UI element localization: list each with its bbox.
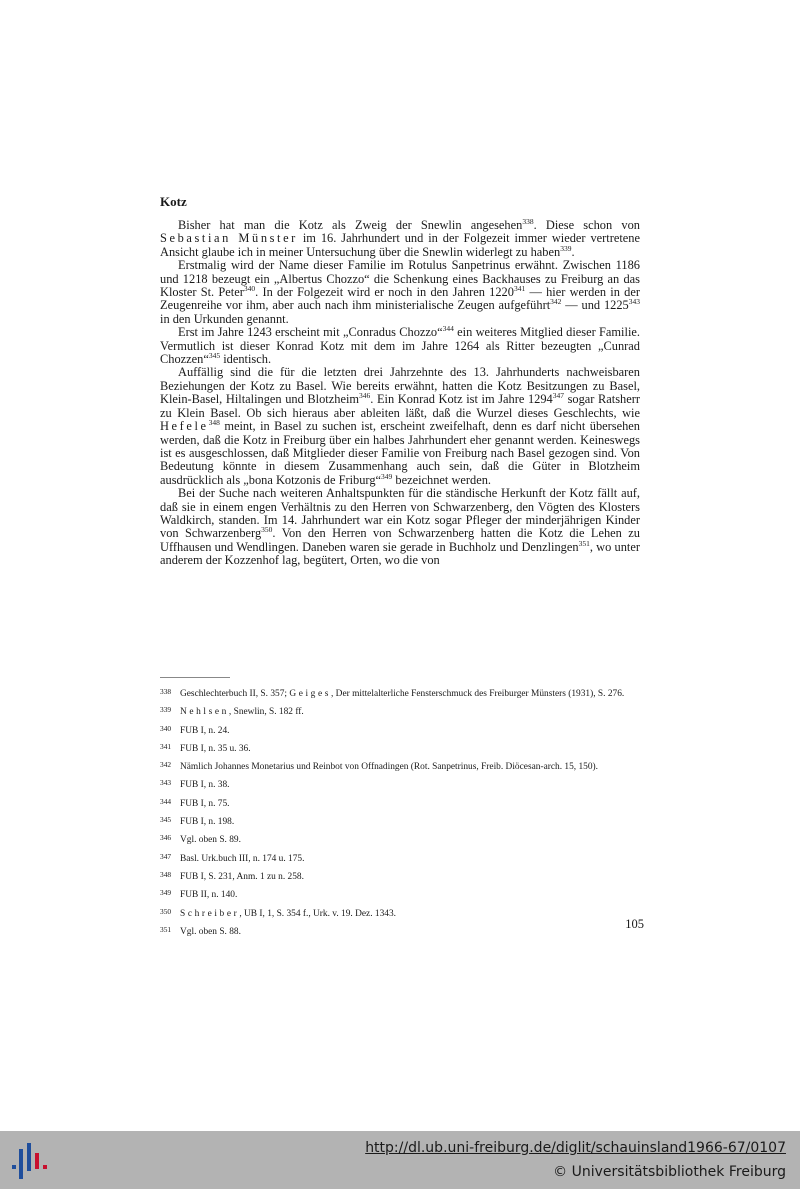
text-run: FUB I, n. 35 u. 36. bbox=[180, 743, 251, 754]
text-run: Vgl. oben S. 88. bbox=[180, 926, 241, 937]
text-run: meint, in Basel zu suchen ist, erscheint zweifelhaft, denn es darf nicht übersehen werden, daß die Kotz in Freiburg über ein halbes Jahrhundert eher genannt werden. Keineswegs ist es ausgeschlossen, daß Mitglieder dieser Familie von Freiburg nach Basel gezogen sind. Von Bedeutung könnte in diesem Zusammenhang auch sein, daß die Güter in Blotzheim ausdrücklich als „bona Kotzonis de Friburg“ bbox=[160, 419, 640, 487]
footnote-number: 344 bbox=[160, 796, 172, 806]
footnote-number: 349 bbox=[160, 888, 172, 898]
text-run: . Von den Herren von Schwarzenberg hatten die Kotz die Lehen zu Uffhausen und Wendlingen. Daneben waren sie gerade in Buchholz und Denzlingen bbox=[160, 526, 640, 554]
text-run: sogar Ratsherr zu Klein Basel. Ob sich hieraus aber ableiten läßt, daß die Wurzel dieses Geschlechts, wie bbox=[160, 392, 640, 420]
body-text bbox=[160, 216, 640, 568]
footnote-number: 346 bbox=[160, 833, 172, 843]
text-run: FUB I, n. 75. bbox=[180, 798, 230, 809]
footnote-number: 339 bbox=[160, 705, 172, 715]
footnote-number: 340 bbox=[160, 723, 172, 733]
author-name: Nehlsen bbox=[180, 707, 229, 718]
author-name: Hefele bbox=[160, 419, 209, 434]
footnote-number: 343 bbox=[160, 778, 172, 788]
footnote-number: 338 bbox=[160, 687, 172, 696]
footnote-number: 341 bbox=[160, 741, 172, 751]
body-paragraph bbox=[160, 487, 640, 567]
author-name: Sebastian Münster bbox=[160, 231, 298, 246]
ub-freiburg-logo-icon[interactable] bbox=[10, 1141, 50, 1181]
text-run: Bei der Suche nach weiteren Anhaltspunkten für die ständische Herkunft der Kotz fällt auf, daß sie in einem engen Verhältnis zu den Herren von Schwarzenberg, den Vögten des Klosters Waldkirch, standen. Im 14. Jahrhundert war ein Kotz sogar Pfleger der minderjährigen Kinder von Schwarzenberg bbox=[160, 486, 640, 541]
footnote bbox=[160, 869, 640, 883]
body-paragraph bbox=[160, 326, 640, 366]
page-number: 105 bbox=[625, 917, 644, 931]
footnote-ref: 350 bbox=[261, 525, 273, 535]
text-run: , UB I, 1, S. 354 f., Urk. v. 19. Dez. 1343. bbox=[239, 908, 396, 919]
viewer-footer bbox=[0, 1131, 800, 1189]
text-run: FUB I, n. 198. bbox=[180, 817, 235, 828]
footnote-ref: 349 bbox=[381, 471, 393, 481]
footnote-number: 345 bbox=[160, 815, 172, 825]
source-url-link[interactable]: http://dl.ub.uni-freiburg.de/diglit/schauinsland1966-67/0107 bbox=[365, 1140, 786, 1156]
footnote bbox=[160, 814, 640, 828]
footnote bbox=[160, 741, 640, 755]
text-run: identisch. bbox=[220, 352, 272, 367]
author-name: Schreiber bbox=[180, 908, 240, 919]
text-run: . In der Folgezeit wird er noch in den Jahren 1220 bbox=[255, 285, 514, 300]
footnote-ref: 343 bbox=[628, 297, 640, 307]
footnote-ref: 351 bbox=[578, 538, 590, 548]
footnote-number: 342 bbox=[160, 760, 172, 770]
footnote bbox=[160, 777, 640, 791]
text-run: in den Urkunden genannt. bbox=[160, 311, 289, 326]
footnote-ref: 347 bbox=[552, 391, 564, 401]
text-run: , Snewlin, S. 182 ff. bbox=[228, 707, 304, 718]
author-name: Geiges bbox=[289, 689, 331, 699]
text-run: FUB II, n. 140. bbox=[180, 890, 238, 901]
text-run: . bbox=[571, 244, 575, 259]
footnote-number: 347 bbox=[160, 851, 172, 861]
footnote-ref: 341 bbox=[513, 283, 526, 293]
footnote bbox=[160, 704, 640, 718]
footnote bbox=[160, 906, 640, 920]
footnote-ref: 345 bbox=[208, 350, 221, 360]
footnote bbox=[160, 851, 640, 865]
footnote-number: 348 bbox=[160, 869, 172, 879]
text-run: bezeichnet werden. bbox=[392, 472, 492, 487]
text-run: Vgl. oben S. 89. bbox=[180, 835, 241, 846]
footnote bbox=[160, 832, 640, 846]
text-run: Auffällig sind die für die letzten drei Jahrzehnte des 13. Jahrhunderts nachweisbaren Beziehungen der Kotz zu Basel. Wie bereits erwähnt, hatten die Kotz Besitzungen zu Basel, Klein-Basel, Hiltalingen und Blotzheim bbox=[160, 365, 640, 407]
footnote-ref: 339 bbox=[560, 243, 572, 253]
footnote bbox=[160, 686, 640, 700]
text-run: Erstmalig wird der Name dieser Familie im Rotulus Sanpetrinus erwähnt. Zwischen 1186 und 1218 bezeugt ein „Albertus Chozzo“ die Schenkung eines Backhauses zu Freiburg an das Kloster St. Peter bbox=[160, 258, 640, 300]
body-paragraph bbox=[160, 259, 640, 326]
text-run: Geschlechterbuch II, S. 357; bbox=[180, 689, 290, 699]
footnote-divider bbox=[160, 677, 230, 678]
text-run: . Diese schon von bbox=[533, 218, 640, 232]
footnote-ref: 344 bbox=[442, 324, 454, 334]
text-run: im 16. Jahrhundert und in der Folgezeit immer wieder vertretene Ansicht glaube ich in meiner Untersuchung über die Snewlin widerlegt zu haben bbox=[160, 231, 640, 259]
footnote-ref: 348 bbox=[208, 417, 220, 427]
text-run: FUB I, n. 38. bbox=[180, 780, 230, 791]
text-run: Basl. Urk.buch III, n. 174 u. 175. bbox=[180, 853, 305, 864]
text-run: Erst im Jahre 1243 erscheint mit „Conradus Chozzo“ bbox=[178, 325, 443, 340]
text-run: ein weiteres Mitglied dieser Familie. Vermutlich ist dieser Konrad Kotz mit dem im Jahre 1264 als Ritter bezeugten „Cunrad Chozzen“ bbox=[160, 325, 640, 367]
text-run: FUB I, n. 24. bbox=[180, 725, 230, 736]
text-run: — hier werden in der Zeugenreihe vor ihm, aber auch nach ihm ministerialische Zeugen aufgeführt bbox=[160, 285, 640, 313]
body-paragraph bbox=[160, 216, 640, 259]
footnote-ref: 346 bbox=[359, 391, 371, 401]
footnote bbox=[160, 887, 640, 901]
text-run: . Ein Konrad Kotz ist im Jahre 1294 bbox=[370, 392, 553, 407]
footnote bbox=[160, 723, 640, 737]
section-heading: Kotz bbox=[160, 194, 187, 209]
footnote-ref: 340 bbox=[243, 283, 256, 293]
copyright-notice: © Universitätsbibliothek Freiburg bbox=[553, 1164, 786, 1180]
text-run: — und 1225 bbox=[561, 298, 629, 313]
footnote bbox=[160, 796, 640, 810]
text-run: FUB I, S. 231, Anm. 1 zu n. 258. bbox=[180, 871, 304, 882]
text-run: , wo unter anderem der Kozzenhof lag, begütert, Orten, wo die von bbox=[160, 539, 640, 568]
footnote-number: 351 bbox=[160, 924, 172, 934]
footnote bbox=[160, 759, 640, 773]
footnote-ref: 342 bbox=[550, 297, 562, 307]
text-run: Bisher hat man die Kotz als Zweig der Snewlin angesehen bbox=[178, 218, 523, 232]
footnote-ref: 338 bbox=[522, 216, 534, 226]
footnote bbox=[160, 924, 640, 938]
footnote-number: 350 bbox=[160, 906, 172, 916]
text-run: , Der mittelalterliche Fensterschmuck des Freiburger Münsters (1931), S. 276. bbox=[330, 689, 625, 699]
text-run: Nämlich Johannes Monetarius und Reinbot von Offnadingen (Rot. Sanpetrinus, Freib. Diöcesan-arch. 15, 150). bbox=[180, 762, 598, 773]
footnotes-list bbox=[160, 686, 640, 942]
body-paragraph bbox=[160, 366, 640, 487]
